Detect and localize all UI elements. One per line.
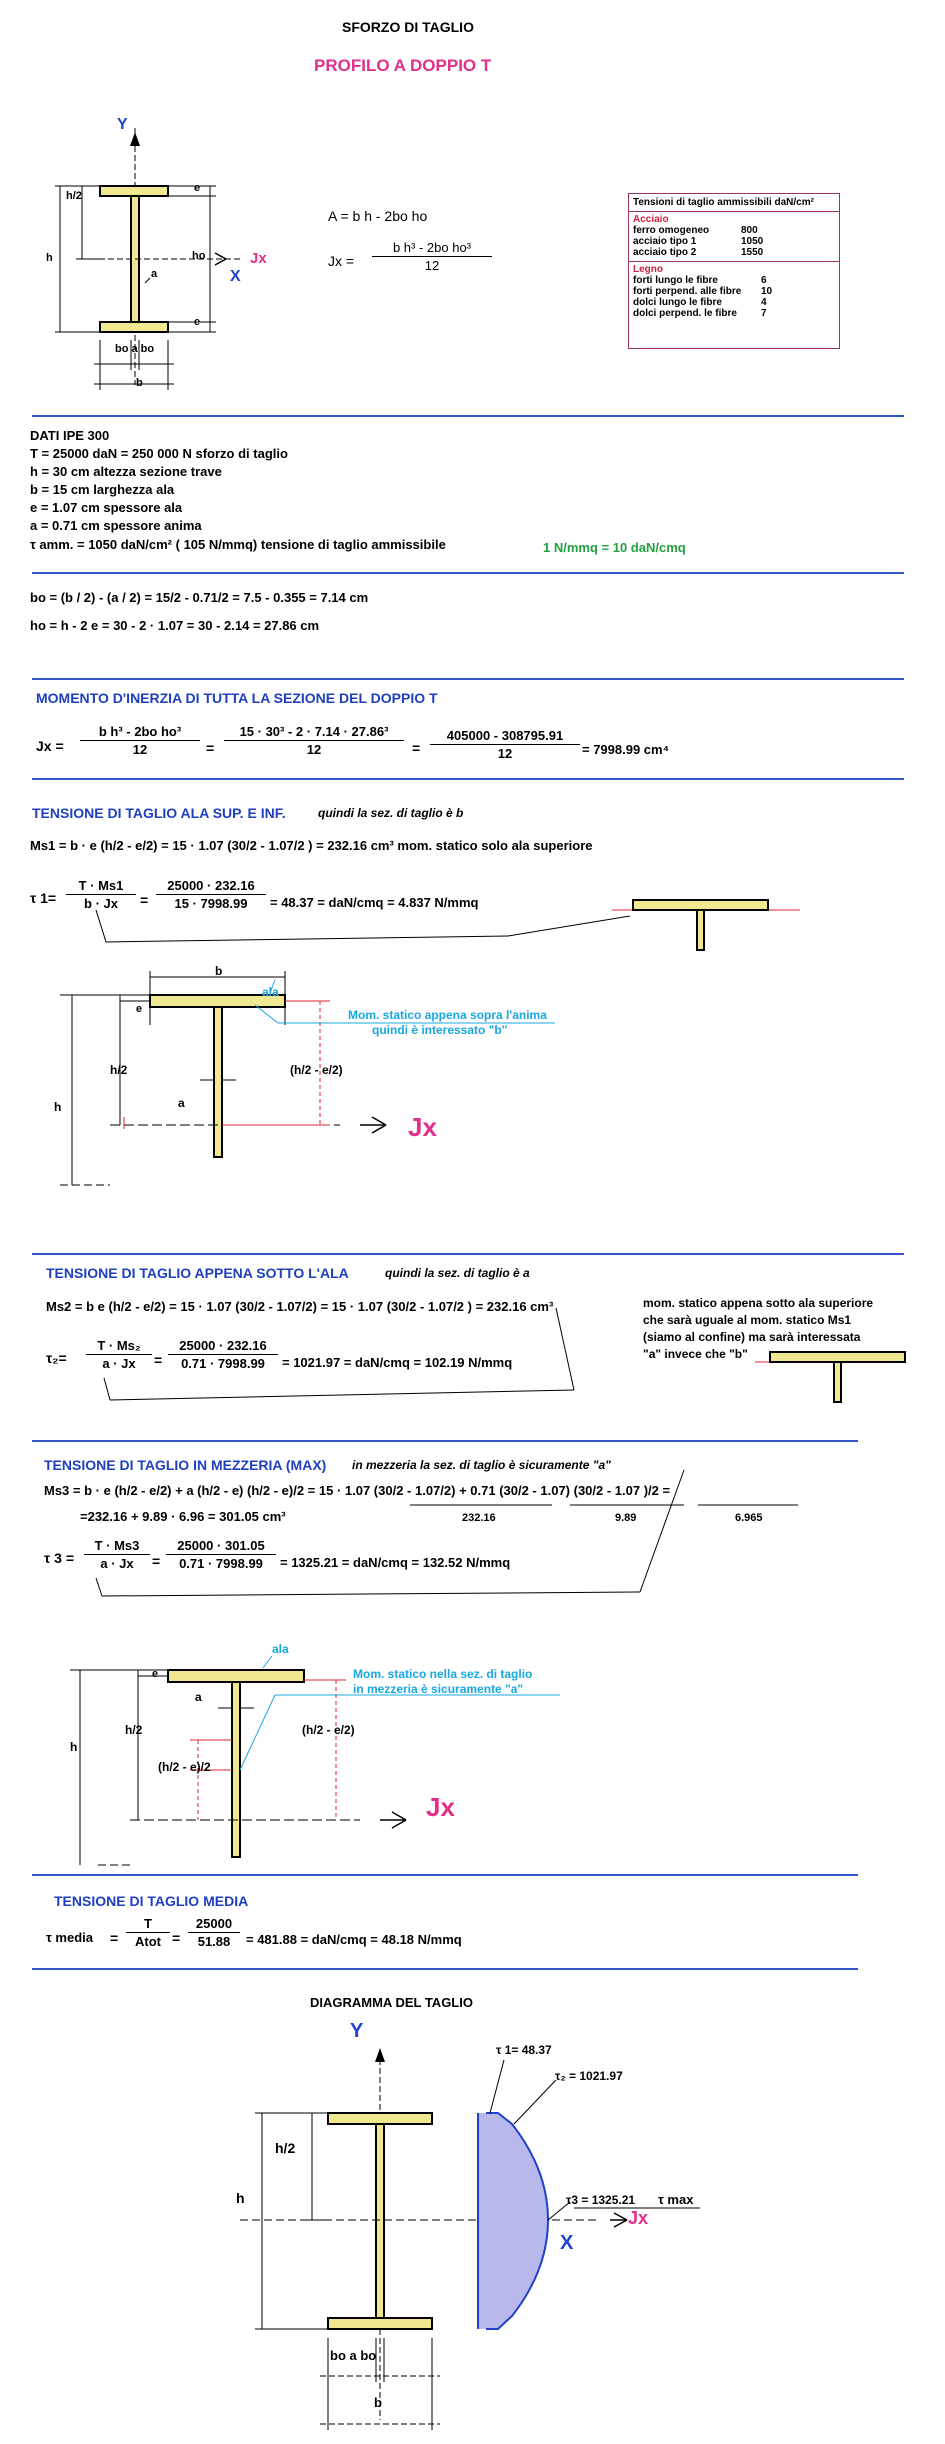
unit-conversion: 1 N/mmq = 10 daN/cmq — [543, 540, 686, 555]
table-row: acciaio tipo 2 1550 — [633, 247, 764, 258]
tau1-fraction-2: $\frac{25000 \cdot 232.16}{15 \cdot 7998.99}$ — [156, 878, 266, 911]
fig3-jx-label: Jx — [426, 1792, 455, 1822]
page-title: SFORZO DI TAGLIO — [342, 19, 474, 35]
tau-max-label: τ max — [658, 2192, 694, 2207]
tau2-fraction-1: $\frac{\text{T · Ms₂}}{a \cdot Jx}$ — [86, 1338, 152, 1371]
media-title: TENSIONE DI TAGLIO MEDIA — [54, 1893, 249, 1909]
tau3-value-label: τ3 = 1325.21 — [566, 2193, 636, 2207]
e-top-label: e — [194, 182, 201, 194]
dati-line: b = 15 cm larghezza ala — [30, 482, 175, 497]
table-row: forti perpend. alle fibre 10 — [633, 286, 773, 297]
diagram-jx-label: Jx — [628, 2208, 649, 2228]
divider — [32, 678, 904, 680]
fig1-ala-label: ala — [262, 985, 279, 999]
x-axis-label: X — [230, 268, 241, 285]
tau1-fraction-1: $\frac{T \cdot Ms1}{b \cdot Jx}$ — [66, 878, 136, 911]
sec1-note: quindi la sez. di taglio è b — [318, 806, 464, 820]
diagram-h2-label: h/2 — [275, 2140, 296, 2156]
inertia-title: MOMENTO D'INERZIA DI TUTTA LA SEZIONE DEL DOPPIO T — [36, 690, 438, 706]
table-row: dolci perpend. le fibre 7 — [633, 308, 767, 319]
divider — [32, 1440, 858, 1442]
sec2-title: TENSIONE DI TAGLIO APPENA SOTTO L'ALA — [46, 1265, 349, 1281]
sec2-side-note: (siamo al confine) ma sarà interessata — [643, 1330, 861, 1344]
ms3-u3: 6.965 — [735, 1512, 763, 1524]
divider — [32, 572, 904, 574]
dati-line: h = 30 cm altezza sezione trave — [30, 464, 222, 479]
diagram-h-label: h — [236, 2190, 245, 2206]
inertia-lhs: Jx = — [36, 738, 64, 754]
table-row: forti lungo le fibre 6 — [633, 275, 767, 286]
ms3-u1: 232.16 — [462, 1512, 496, 1524]
ms1-formula: Ms1 = b · e (h/2 - e/2) = 15 · 1.07 (30/2 - 1.07/2 ) = 232.16 cm³ mom. statico solo ala superiore — [30, 838, 593, 853]
tau1-result: = 48.37 = daN/cmq = 4.837 N/mmq — [270, 895, 479, 910]
fig3-h-label: h — [70, 1740, 78, 1754]
h-label: h — [46, 252, 53, 264]
acciaio-label: Acciaio — [633, 214, 669, 225]
fig3-h2e2-label: (h/2 - e/2) — [302, 1723, 355, 1737]
legno-label: Legno — [633, 264, 663, 275]
ms3-result: =232.16 + 9.89 · 6.96 = 301.05 cm³ — [80, 1509, 286, 1524]
tau3-lhs: τ 3 = — [44, 1550, 74, 1566]
fig1-h2-label: h/2 — [110, 1063, 128, 1077]
divider — [32, 1253, 904, 1255]
sec2-side-note: "a" invece che "b" — [643, 1347, 748, 1361]
e-bottom-label: e — [194, 316, 201, 328]
tau-max-underline — [0, 2206, 945, 2216]
ms3-u2: 9.89 — [615, 1512, 637, 1524]
diagram-bo-a-bo-label: bo a bo — [330, 2348, 377, 2363]
tau3-result: = 1325.21 = daN/cmq = 132.52 N/mmq — [280, 1555, 511, 1570]
equals: = — [206, 740, 215, 756]
tau3-fraction-1: $\frac{T \cdot Ms3}{a \cdot Jx}$ — [84, 1538, 150, 1571]
media-fraction-2: $\frac{25000}{51.88}$ — [188, 1916, 240, 1949]
b-label: b — [136, 377, 143, 389]
tau1-lhs: τ 1= — [30, 890, 57, 906]
fig1-note-line2: quindi è interessato "b" — [372, 1023, 508, 1037]
fig3-h2e-2-label: (h/2 - e)/2 — [158, 1760, 211, 1774]
table-row: ferro omogeneo 800 — [633, 225, 758, 236]
fig1-note-line1: Mom. statico appena sopra l'anima — [348, 1008, 547, 1022]
tau2-fraction-2: $\frac{25000 \cdot 232.16}{0.71 \cdot 7998.99}$ — [168, 1338, 278, 1371]
media-lhs: τ media — [46, 1930, 93, 1945]
diagram-y-label: Y — [350, 2020, 364, 2042]
fig3-ala-label: ala — [272, 1642, 289, 1656]
sec2-side-note: mom. statico appena sotto ala superiore — [643, 1296, 874, 1310]
divider — [32, 1968, 858, 1970]
bo-calc: bo = (b / 2) - (a / 2) = 15/2 - 0.71/2 = 7.5 - 0.355 = 7.14 cm — [30, 590, 369, 605]
ms2-formula: Ms2 = b e (h/2 - e/2) = 15 · 1.07 (30/2 - 1.07/2) = 15 · 1.07 (30/2 - 1.07/2 ) = 232.16 cm³ — [46, 1299, 554, 1314]
sec2-pointer-figure — [0, 1300, 945, 1440]
jx-formula-fraction: $\frac{\text{b h³ - 2bo ho³}}{12}$ — [372, 240, 492, 273]
dati-line: a = 0.71 cm spessore anima — [30, 518, 202, 533]
tau3-fraction-2: $\frac{25000 \cdot 301.05}{0.71 \cdot 7998.99}$ — [166, 1538, 276, 1571]
fig3-note-line2: in mezzeria è sicuramente "a" — [353, 1682, 524, 1696]
media-result: = 481.88 = daN/cmq = 48.18 N/mmq — [246, 1932, 462, 1947]
jx-label: Jx — [250, 250, 267, 267]
fig1-a-label: a — [178, 1096, 185, 1110]
y-axis-label: Y — [117, 116, 128, 133]
equals: = — [412, 740, 421, 756]
inertia-fraction-1: $\frac{\text{b h³ - 2bo ho³}}{12}$ — [80, 724, 200, 757]
fig1-b-label: b — [215, 964, 223, 978]
fig3-a-label: a — [195, 1690, 202, 1704]
dati-line: e = 1.07 cm spessore ala — [30, 500, 183, 515]
diagram-b-label: b — [374, 2395, 382, 2410]
sec1-pointer-figure — [0, 850, 945, 970]
bo-a-bo-label: bo a bo — [115, 343, 155, 355]
sec2-side-note: che sarà uguale al mom. statico Ms1 — [643, 1313, 852, 1327]
h2-label: h/2 — [66, 190, 82, 202]
fig3-h2-label: h/2 — [125, 1723, 143, 1737]
jx-formula-lhs: Jx = — [328, 253, 355, 269]
sec3-note: in mezzeria la sez. di taglio è sicuramente "a" — [352, 1458, 611, 1472]
inertia-result: = 7998.99 cm⁴ — [582, 742, 670, 757]
ho-label: ho — [192, 250, 206, 262]
fig3-note-line1: Mom. statico nella sez. di taglio — [353, 1667, 533, 1681]
fig1-h-label: h — [54, 1100, 62, 1114]
tau2-result: = 1021.97 = daN/cmq = 102.19 N/mmq — [282, 1355, 513, 1370]
fig1-jx-label: Jx — [408, 1112, 437, 1142]
tau2-value-label: τ₂ = 1021.97 — [555, 2069, 623, 2083]
divider — [32, 778, 904, 780]
inertia-fraction-3: $\frac{405000 - 308795.91}{12}$ — [430, 728, 580, 761]
area-formula: A = b h - 2bo ho — [328, 208, 428, 224]
equals: = — [140, 892, 149, 908]
shear-diagram — [0, 2020, 945, 2440]
dati-line: τ amm. = 1050 daN/cm² ( 105 N/mmq) tensione di taglio ammissibile — [30, 537, 446, 552]
equals: = — [152, 1553, 161, 1569]
dati-title: DATI IPE 300 — [30, 428, 110, 443]
dati-line: T = 25000 daN = 250 000 N sforzo di taglio — [30, 446, 288, 461]
equals: = — [154, 1352, 163, 1368]
equals: = — [110, 1930, 119, 1946]
sec1-title: TENSIONE DI TAGLIO ALA SUP. E INF. — [32, 805, 286, 821]
equals: = — [172, 1930, 181, 1946]
table-row: dolci lungo le fibre 4 — [633, 297, 767, 308]
ms3-formula: Ms3 = b · e (h/2 - e/2) + a (h/2 - e) (h/2 - e)/2 = 15 · 1.07 (30/2 - 1.07/2) + 0.71 (30/2 - 1.07) (30/2 - 1.07 )/2 = — [44, 1483, 671, 1498]
page-subtitle: PROFILO A DOPPIO T — [314, 56, 492, 75]
tau2-lhs: τ₂= — [46, 1350, 67, 1366]
divider — [32, 415, 904, 417]
a-label: a — [151, 268, 158, 280]
allowable-stress-table — [628, 193, 840, 349]
fig1-half-section — [0, 965, 945, 1175]
divider — [32, 1874, 858, 1876]
fig1-e-label: e — [136, 1003, 143, 1015]
fig1-h2e2-label: (h/2 - e/2) — [290, 1063, 343, 1077]
table-row: acciaio tipo 1 1050 — [633, 236, 764, 247]
sec3-title: TENSIONE DI TAGLIO IN MEZZERIA (MAX) — [44, 1457, 327, 1473]
tau1-value-label: τ 1= 48.37 — [496, 2043, 552, 2057]
inertia-fraction-2: $\frac{\text{15 · 30³ - 2 · 7.14 · 27.86³}}{12}$ — [224, 724, 404, 757]
fig3-e-label: e — [152, 1668, 159, 1680]
media-fraction-1: T Atot — [126, 1916, 170, 1949]
diagram-title: DIAGRAMMA DEL TAGLIO — [310, 1995, 473, 2010]
sec2-note: quindi la sez. di taglio è a — [385, 1266, 530, 1280]
diagram-x-label: X — [560, 2232, 574, 2254]
sec3-pointer-figure — [0, 1470, 945, 1590]
table-title: Tensioni di taglio ammissibili daN/cm² — [629, 194, 839, 212]
ho-calc: ho = h - 2 e = 30 - 2 · 1.07 = 30 - 2.14 = 27.86 cm — [30, 618, 320, 633]
